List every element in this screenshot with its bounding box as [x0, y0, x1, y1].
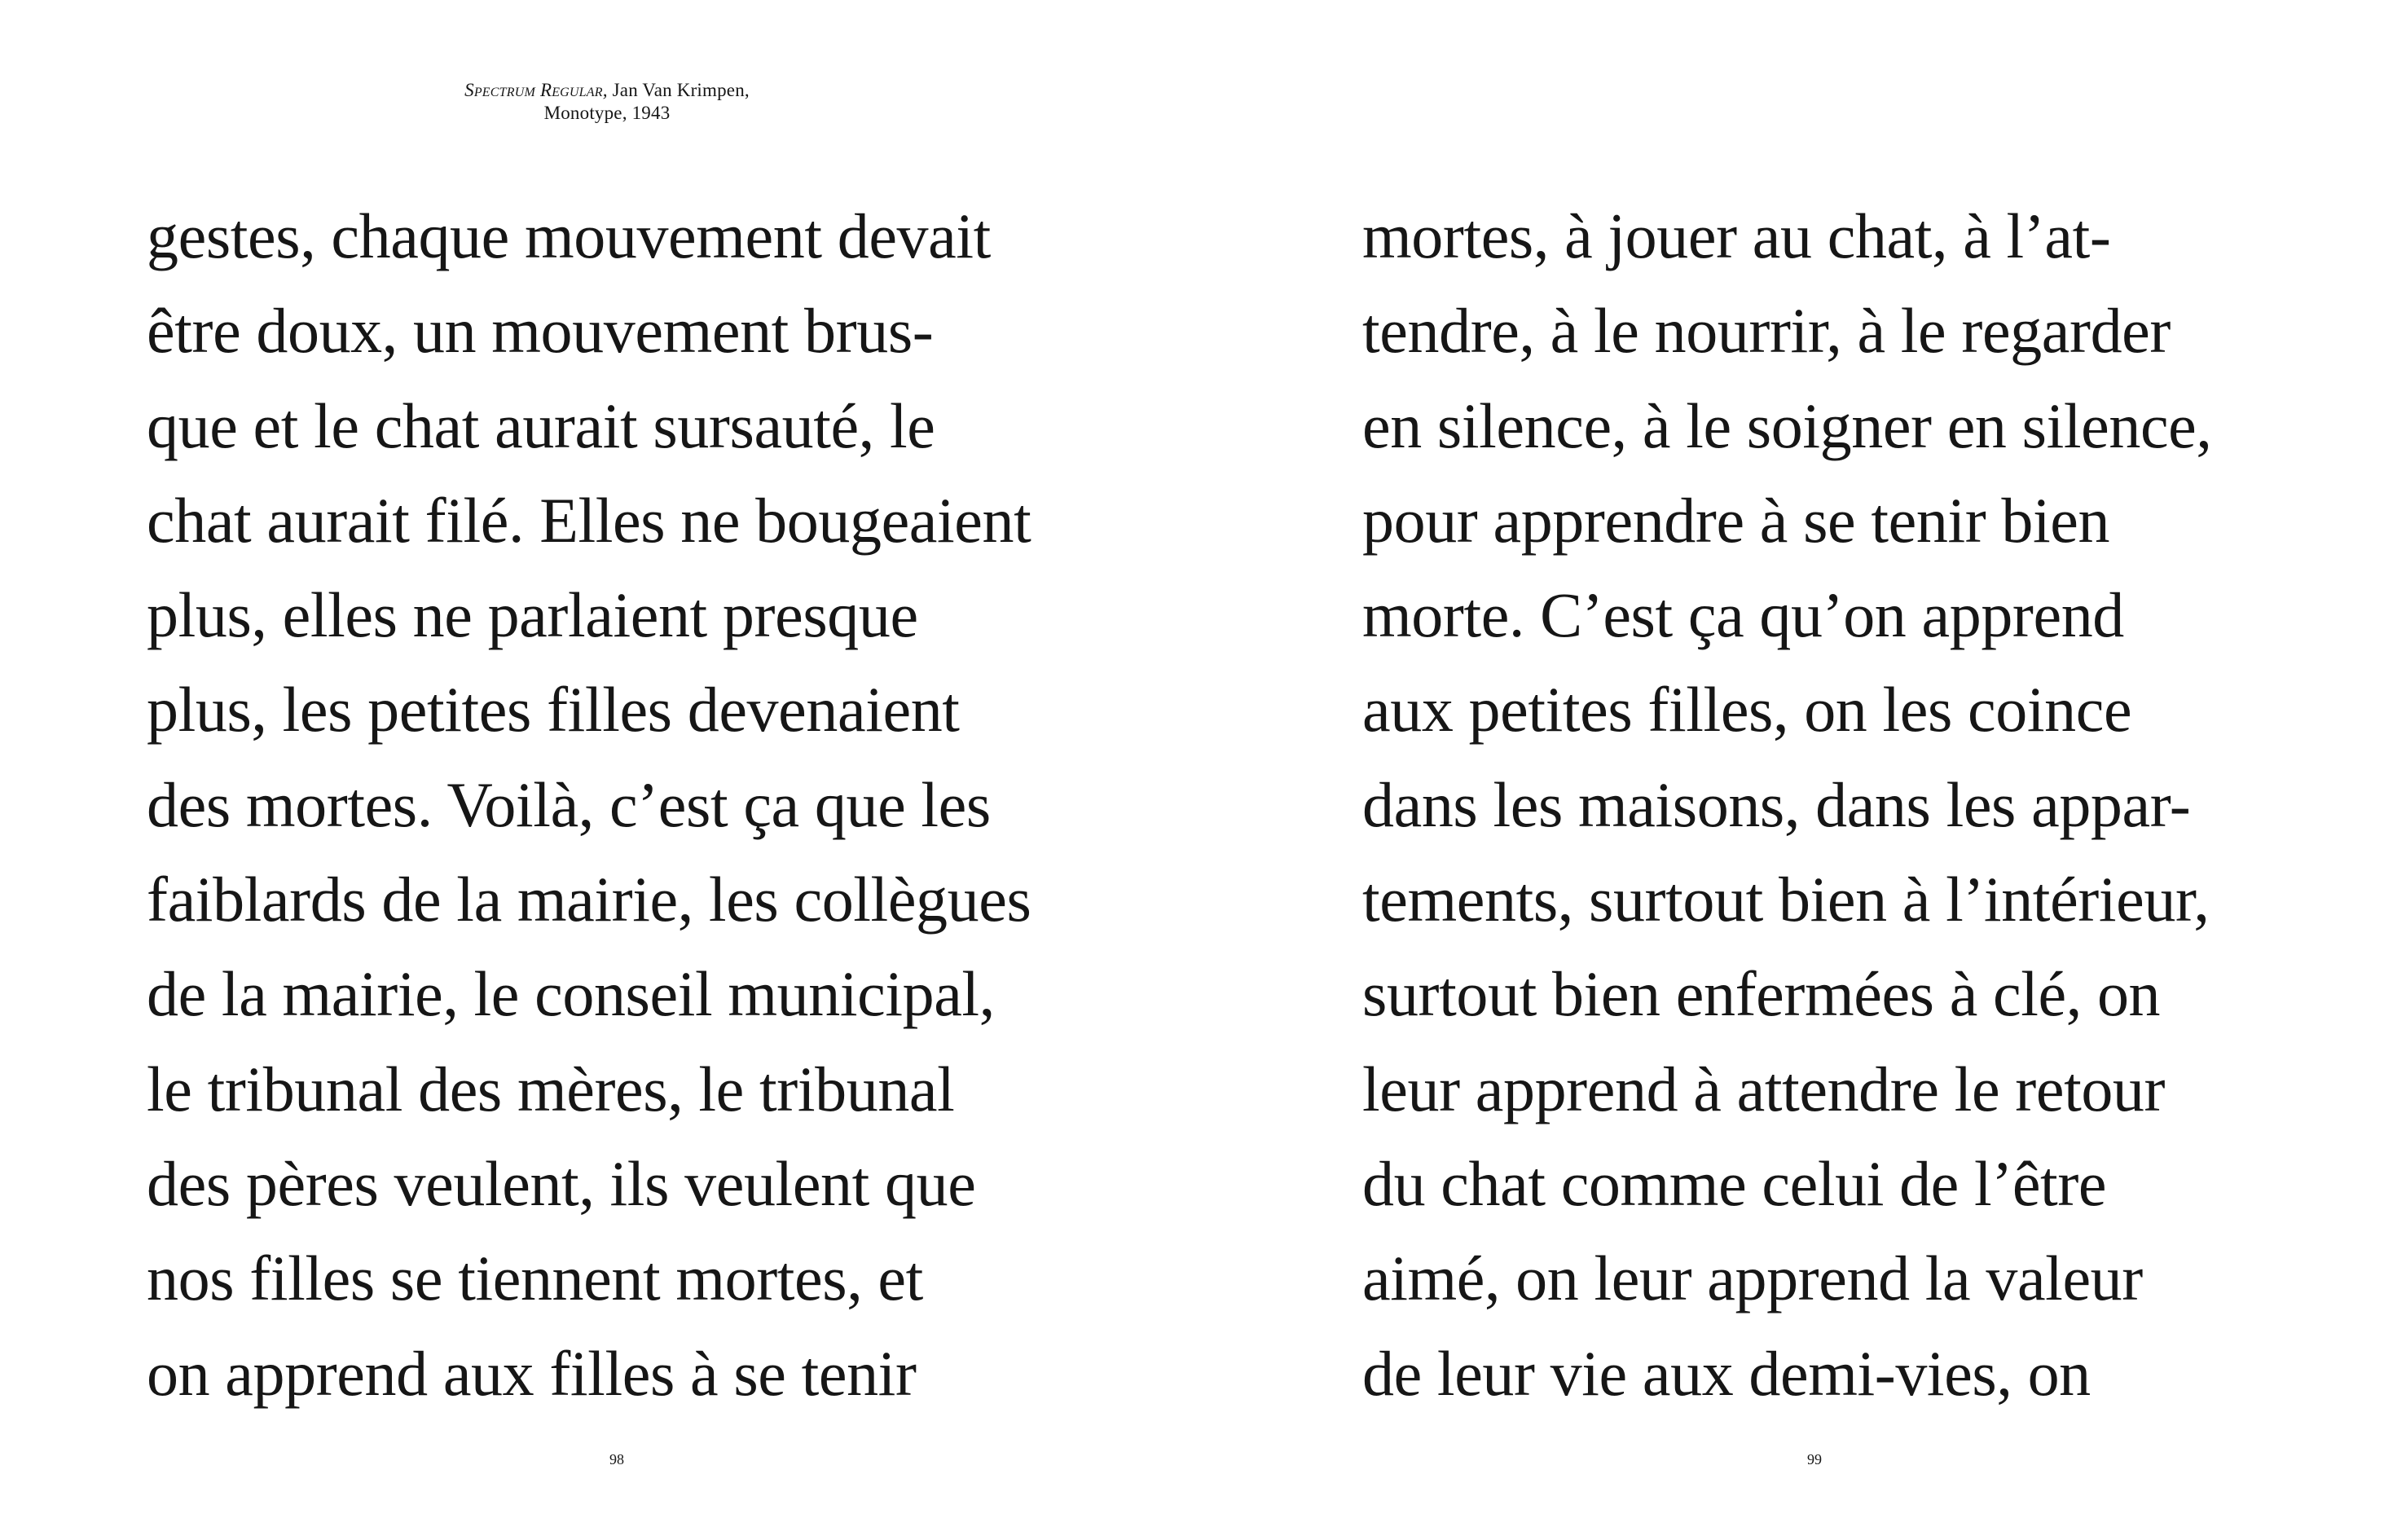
- text-line: aimé, on leur apprend la valeur: [1362, 1243, 2143, 1314]
- text-line: tements, surtout bien à l’intérieur,: [1362, 864, 2210, 935]
- text-line: en silence, à le soigner en silence,: [1362, 389, 2212, 461]
- text-line: leur apprend à attendre le retour: [1362, 1053, 2166, 1124]
- text-line: mortes, à jouer au chat, à l’at-: [1362, 200, 2111, 271]
- caption-line-1: [391, 79, 823, 102]
- text-line: de leur vie aux demi-vies, on: [1362, 1337, 2091, 1409]
- text-line: des mortes. Voilà, c’est ça que les: [147, 768, 991, 840]
- text-line: être doux, un mouvement brus-: [147, 295, 934, 367]
- font-specimen-caption: [391, 79, 823, 125]
- text-line: dans les maisons, dans les appar-: [1362, 768, 2191, 840]
- page-number-left: 98: [609, 1451, 624, 1467]
- text-line: le tribunal des mères, le tribunal: [147, 1053, 955, 1124]
- text-line: plus, elles ne parlaient presque: [147, 579, 918, 651]
- text-line: on apprend aux filles à se tenir: [147, 1337, 917, 1409]
- page-number-right: 99: [1807, 1451, 1822, 1467]
- caption-line-2: Monotype, 1943: [543, 103, 671, 123]
- text-line: des pères veulent, ils veulent que: [147, 1147, 976, 1219]
- text-line: plus, les petites filles devenaient: [147, 674, 960, 746]
- caption-font-name: Spectrum Regular,: [464, 80, 608, 100]
- text-line: morte. C’est ça qu’on apprend: [1362, 579, 2124, 651]
- left-page-text: [147, 189, 1031, 1421]
- text-line: aux petites filles, on les coince: [1362, 674, 2132, 746]
- text-line: pour apprendre à se tenir bien: [1362, 484, 2110, 556]
- text-line: surtout bien enfermées à clé, on: [1362, 958, 2161, 1030]
- text-line: nos filles se tiennent mortes, et: [147, 1243, 923, 1314]
- text-line: du chat comme celui de l’être: [1362, 1147, 2107, 1219]
- text-line: faiblards de la mairie, les collègues: [147, 864, 1031, 935]
- text-line: chat aurait filé. Elles ne bougeaient: [147, 484, 1031, 556]
- text-line: de la mairie, le conseil municipal,: [147, 958, 995, 1030]
- text-line: tendre, à le nourrir, à le regarder: [1362, 295, 2171, 367]
- right-page-text: [1362, 189, 2212, 1421]
- text-line: gestes, chaque mouvement devait: [147, 200, 991, 271]
- text-line: que et le chat aurait sursauté, le: [147, 389, 935, 461]
- caption-designer: Jan Van Krimpen,: [612, 80, 750, 100]
